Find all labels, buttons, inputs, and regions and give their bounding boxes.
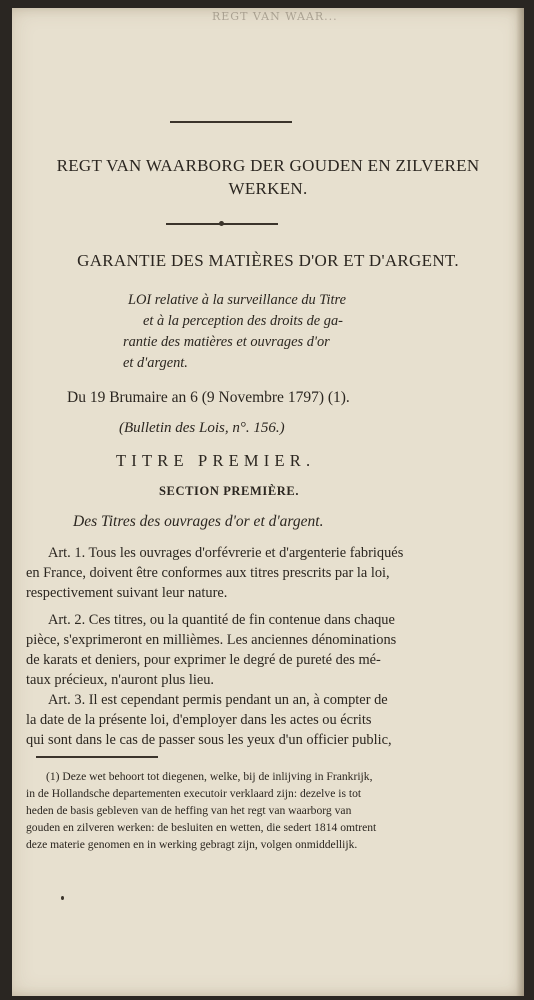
footnote-rule bbox=[36, 756, 158, 758]
article-3-line-2: la date de la présente loi, d'employer dans les actes ou écrits bbox=[26, 712, 372, 728]
article-3-line-3: qui sont dans le cas de passer sous les yeux d'un officier public, bbox=[26, 732, 392, 748]
article-1-line-1: Art. 1. Tous les ouvrages d'orfévrerie et d'argenterie fabriqués bbox=[48, 545, 404, 561]
top-ornament-rule bbox=[170, 121, 292, 123]
law-title-line-2: et à la perception des droits de ga- bbox=[143, 313, 343, 329]
law-title-line-3: rantie des matières et ouvrages d'or bbox=[123, 334, 330, 350]
article-1-line-2: en France, doivent être conformes aux titres prescrits par la loi, bbox=[26, 565, 390, 581]
article-2-line-1: Art. 2. Ces titres, ou la quantité de fin contenue dans chaque bbox=[48, 612, 395, 628]
titre-heading: TITRE PREMIER. bbox=[116, 451, 316, 470]
footnote-line-5: deze materie genomen en in werking gebragt zijn, volgen onmiddellijk. bbox=[26, 838, 358, 851]
date-line: Du 19 Brumaire an 6 (9 Novembre 1797) (1). bbox=[67, 389, 350, 406]
middle-ornament-dot bbox=[219, 221, 224, 226]
article-2-line-4: taux précieux, n'auront plus lieu. bbox=[26, 672, 215, 688]
dutch-title-line-2: WERKEN. bbox=[228, 179, 308, 198]
law-title-line-1: LOI relative à la surveillance du Titre bbox=[128, 292, 346, 308]
footnote-line-3: heden de basis gebleven van de heffing van het regt van waarborg van bbox=[26, 804, 352, 817]
law-title-line-4: et d'argent. bbox=[123, 355, 188, 371]
section-heading: SECTION PREMIÈRE. bbox=[159, 484, 300, 498]
article-2-line-2: pièce, s'exprimeront en millièmes. Les anciennes dénominations bbox=[26, 632, 397, 648]
footnote-line-2: in de Hollandsche departementen executoir verklaard zijn: dezelve is tot bbox=[26, 787, 362, 800]
footnote-line-1: (1) Deze wet behoort tot diegenen, welke, bij de inlijving in Frankrijk, bbox=[46, 770, 373, 783]
article-3-line-1: Art. 3. Il est cependant permis pendant un an, à compter de bbox=[48, 692, 388, 708]
subsection-heading: Des Titres des ouvrages d'or et d'argent. bbox=[73, 513, 324, 530]
dutch-title-line-1: REGT VAN WAARBORG DER GOUDEN EN ZILVEREN bbox=[56, 156, 480, 175]
article-1-line-3: respectivement suivant leur nature. bbox=[26, 585, 228, 601]
book-page bbox=[12, 8, 524, 996]
footnote-line-4: gouden en zilveren werken: de besluiten en wetten, die sedert 1814 omtrent bbox=[26, 821, 377, 834]
bleed-through-header: REGT VAN WAAR... bbox=[212, 10, 338, 23]
article-2-line-3: de karats et deniers, pour exprimer le degré de pureté des mé- bbox=[26, 652, 381, 668]
bulletin-reference: (Bulletin des Lois, n°. 156.) bbox=[119, 420, 285, 436]
french-title: GARANTIE DES MATIÈRES D'OR ET D'ARGENT. bbox=[77, 251, 459, 270]
paper-speck bbox=[61, 896, 64, 900]
